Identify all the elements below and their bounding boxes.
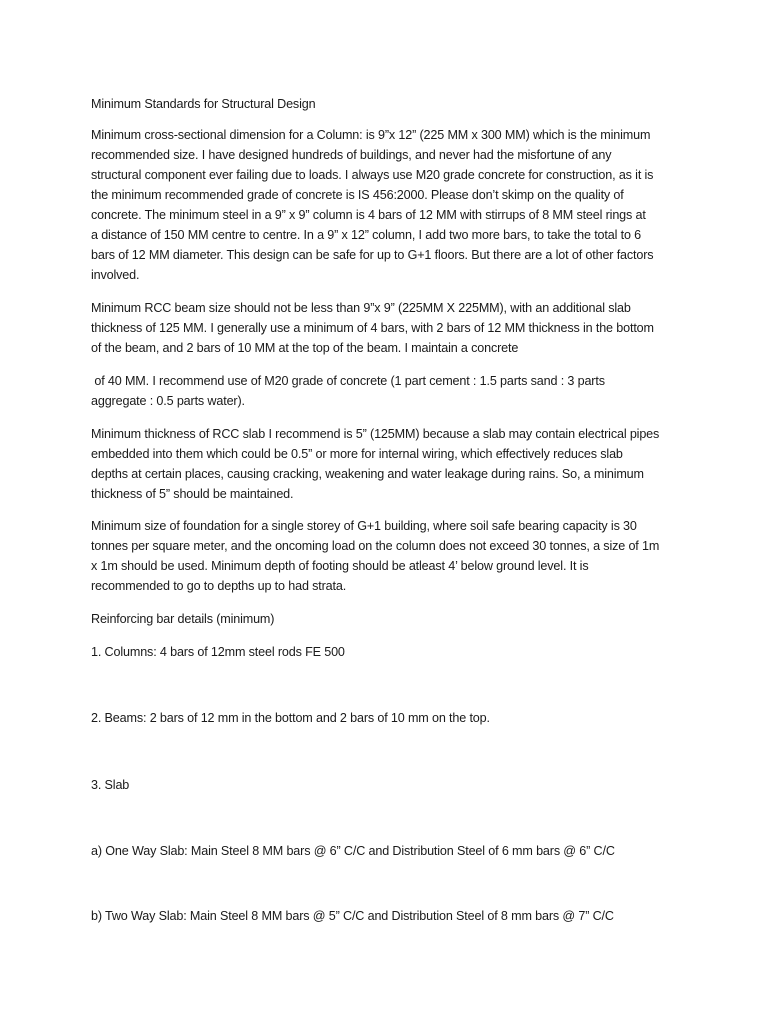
list-item-beams: [91, 708, 691, 728]
paragraph-line: structural component ever failing due to loads. I always use M20 grade concrete for construction, as it is: [91, 168, 654, 182]
paragraph-line: bars of 12 MM diameter. This design can be safe for up to G+1 floors. But there are a lot of other factors: [91, 248, 654, 262]
paragraph-line: aggregate : 0.5 parts water).: [91, 394, 245, 408]
rebar-details-heading: [91, 609, 691, 629]
foundation-size-paragraph: [91, 516, 691, 596]
list-item-text: 2. Beams: 2 bars of 12 mm in the bottom and 2 bars of 10 mm on the top.: [91, 711, 490, 725]
list-item-one-way-slab: [91, 841, 691, 861]
list-item-columns: [91, 642, 691, 662]
title-text: Minimum Standards for Structural Design: [91, 97, 316, 111]
list-item-text: a) One Way Slab: Main Steel 8 MM bars @ 6” C/C and Distribution Steel of 6 mm bars @ 6” C/C: [91, 844, 615, 858]
slab-thickness-paragraph: [91, 424, 691, 504]
paragraph-line: Minimum RCC beam size should not be less than 9”x 9” (225MM X 225MM), with an additional slab: [91, 301, 631, 315]
paragraph-line: concrete. The minimum steel in a 9” x 9” column is 4 bars of 12 MM with stirrups of 8 MM steel rings at: [91, 208, 646, 222]
paragraph-line: tonnes per square meter, and the oncoming load on the column does not exceed 30 tonnes, a size of 1m: [91, 539, 660, 553]
paragraph-line: of the beam, and 2 bars of 10 MM at the top of the beam. I maintain a concrete: [91, 341, 519, 355]
beam-size-paragraph: [91, 298, 691, 358]
paragraph-line: x 1m should be used. Minimum depth of footing should be atleast 4’ below ground level. It is: [91, 559, 589, 573]
paragraph-line: the minimum recommended grade of concrete is IS 456:2000. Please don’t skimp on the quality of: [91, 188, 624, 202]
list-item-two-way-slab: [91, 906, 691, 926]
paragraph-line: thickness of 5” should be maintained.: [91, 487, 294, 501]
paragraph-line: recommended size. I have designed hundreds of buildings, and never had the misfortune of any: [91, 148, 612, 162]
paragraph-line: Minimum size of foundation for a single storey of G+1 building, where soil safe bearing capacity is 30: [91, 519, 637, 533]
document-title: [91, 94, 691, 114]
list-item-text: 3. Slab: [91, 778, 130, 792]
paragraph-line: involved.: [91, 268, 140, 282]
heading-text: Reinforcing bar details (minimum): [91, 612, 275, 626]
concrete-cover-paragraph: [91, 371, 691, 411]
paragraph-line: depths at certain places, causing cracking, weakening and water leakage during rains. So, a minimum: [91, 467, 644, 481]
paragraph-line: Minimum cross-sectional dimension for a Column: is 9”x 12” (225 MM x 300 MM) which is the minimum: [91, 128, 651, 142]
list-item-text: b) Two Way Slab: Main Steel 8 MM bars @ 5” C/C and Distribution Steel of 8 mm bars @ 7” C/C: [91, 909, 614, 923]
paragraph-line: a distance of 150 MM centre to centre. In a 9” x 12” column, I add two more bars, to take the total to 6: [91, 228, 642, 242]
list-item-text: 1. Columns: 4 bars of 12mm steel rods FE 500: [91, 645, 345, 659]
paragraph-line: recommended to go to depths up to had strata.: [91, 579, 347, 593]
column-dimension-paragraph: [91, 125, 691, 285]
paragraph-line: Minimum thickness of RCC slab I recommend is 5” (125MM) because a slab may contain electrical pipes: [91, 427, 660, 441]
paragraph-line: embedded into them which could be 0.5” or more for internal wiring, which effectively reduces slab: [91, 447, 623, 461]
paragraph-line: of 40 MM. I recommend use of M20 grade of concrete (1 part cement : 1.5 parts sand : 3 parts: [91, 374, 605, 388]
list-item-slab: [91, 775, 691, 795]
paragraph-line: thickness of 125 MM. I generally use a minimum of 4 bars, with 2 bars of 12 MM thickness in the bottom: [91, 321, 654, 335]
